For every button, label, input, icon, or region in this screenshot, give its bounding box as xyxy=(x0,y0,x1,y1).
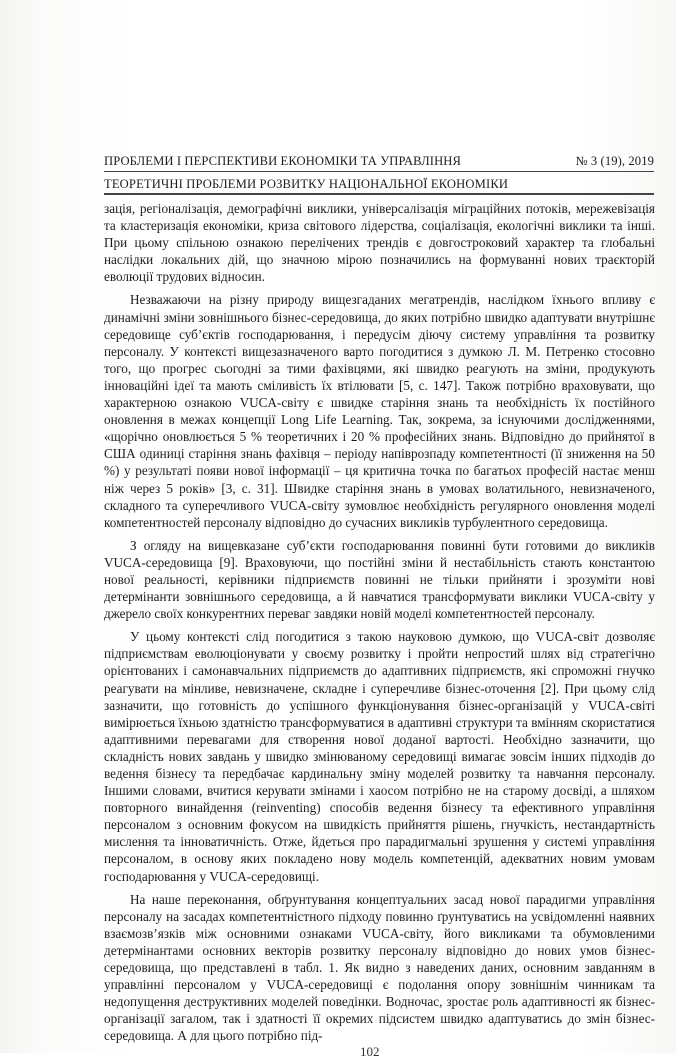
running-header xyxy=(104,154,654,172)
paragraph-3: З огляду на вищевказане суб’єкти господарювання повинні бути готовими до викликів VUCA-середовища [9]. Враховуючи, що постійні зміни й нестабільність стають константою нової реальності, керівники підприємств повинні не тільки прийняти і зрозуміти нові детермінанти зовнішнього середовища, а й навчатися трансформувати виклики VUCA-світу у джерело своїх конкурентних переваг завдяки новій моделі компетентностей персоналу. xyxy=(104,537,655,622)
section-title: ТЕОРЕТИЧНІ ПРОБЛЕМИ РОЗВИТКУ НАЦІОНАЛЬНОЇ ЕКОНОМІКИ xyxy=(104,177,654,195)
paragraph-2: Незважаючи на різну природу вищезгаданих мегатрендів, наслідком їхнього впливу є динамічні зміни зовнішнього бізнес-середовища, до яких потрібно швидко адаптувати внутрішнє середовище суб’єктів господарювання, і передусім діючу систему управління та розвитку персоналу. У контексті вищезазначеного варто погодитися з думкою Л. М. Петренко стосовно того, що прогрес сьогодні за тими фахівцями, які швидко реагують на зміни, продукують інноваційні ідеї та мають сміливість їх втілювати [5, с. 147]. Також потрібно враховувати, що характерною ознакою VUCA-світу є швидке старіння знань та необхідність їх постійного оновлення в межах концепції Long Life Learning. Так, зокрема, за існуючими дослідженнями, «щорічно оновлюється 5 % теоретичних і 20 % професійних знань. Відповідно до прийнятої в США одиниці старіння знань фахівця – періоду напіврозпаду компетентності (її зниження на 50 %) у результаті появи нової інформації – ця критична точка по багатьох професій настає менш ніж через 5 років» [3, с. 31]. Швидке старіння знань в умовах волатильного, невизначеного, складного та суперечливого VUCA-світу зумовлює необхідність регулярного оновлення моделі компетентностей персоналу відповідно до сучасних викликів турбулентного середовища. xyxy=(104,292,655,530)
article-body xyxy=(104,200,655,1051)
paragraph-4: У цьому контексті слід погодитися з такою науковою думкою, що VUCA-світ дозволяє підприємствам еволюціонувати у своєму розвитку і пройти непростий шлях від стратегічно орієнтованих і самонавчальних підприємств до адаптивних підприємств, які спроможні гнучко реагувати на мінливе, невизначене, складне і суперечливе бізнес-оточення [2]. При цьому слід зазначити, що готовність до успішного функціонування бізнес-організацій у VUCA-світі вимірюється їхньою здатністю трансформуватися в адаптивні структури та вмінням скористатися адаптивними перевагами для створення нової доданої вартості. Необхідно зазначити, що складність нових завдань у швидко змінюваному середовищі вимагає зовсім інших підходів до ведення бізнесу та передбачає кардинальну зміну моделей розвитку та навчання персоналу. Іншими словами, вчитися керувати змінами і хаосом потрібно не на старому досвіді, а шляхом повторного винайдення (reinventing) способів ведення бізнесу та ефективного управління персоналом з основним фокусом на швидкість прийняття рішень, гнучкість, нестандартність мислення та інноватичність. Отже, йдеться про парадигмальні зрушення у системі управління персоналом, в основу яких покладено нову модель компетенцій, адекватних новим умовам господарювання у VUCA-середовищі. xyxy=(104,629,655,884)
issue-number: № 3 (19), 2019 xyxy=(575,154,654,168)
paragraph-5: На наше переконання, обґрунтування концептуальних засад нової парадигми управління персоналу на засадах компетентністного підходу повинно ґрунтуватись на усвідомленні наявних взаємозв’язків між основними ознаками VUCA-світу, його викликами та обумовленими детермінантами основних векторів розвитку персоналу відповідно до нових умов бізнес-середовища, що представлені в табл. 1. Як видно з наведених даних, основним завданням в управлінні персоналом у VUCA-середовищі є подолання опору зовнішнім чинникам та недопущення деструктивних моделей поведінки. Водночас, зростає роль адаптивності як бізнес-організації загалом, так і здатності її окремих підсистем швидко адаптуватись до змін бізнес-середовища. А для цього потрібно під- xyxy=(104,891,655,1044)
paragraph-1: зація, регіоналізація, демографічні виклики, універсалізація міграційних потоків, мережевізація та кластеризація економіки, криза світового лідерства, соціалізація, екологічні виклики та інші. При цьому спільною ознакою перелічених трендів є довгостроковий характер та глобальні наслідки локальних дій, що значною мірою позначились на формуванні нових траєкторій еволюції трудових відносин. xyxy=(104,201,655,285)
page-number: 102 xyxy=(360,1044,380,1059)
journal-title: ПРОБЛЕМИ І ПЕРСПЕКТИВИ ЕКОНОМІКИ ТА УПРАВЛІННЯ xyxy=(104,154,461,168)
